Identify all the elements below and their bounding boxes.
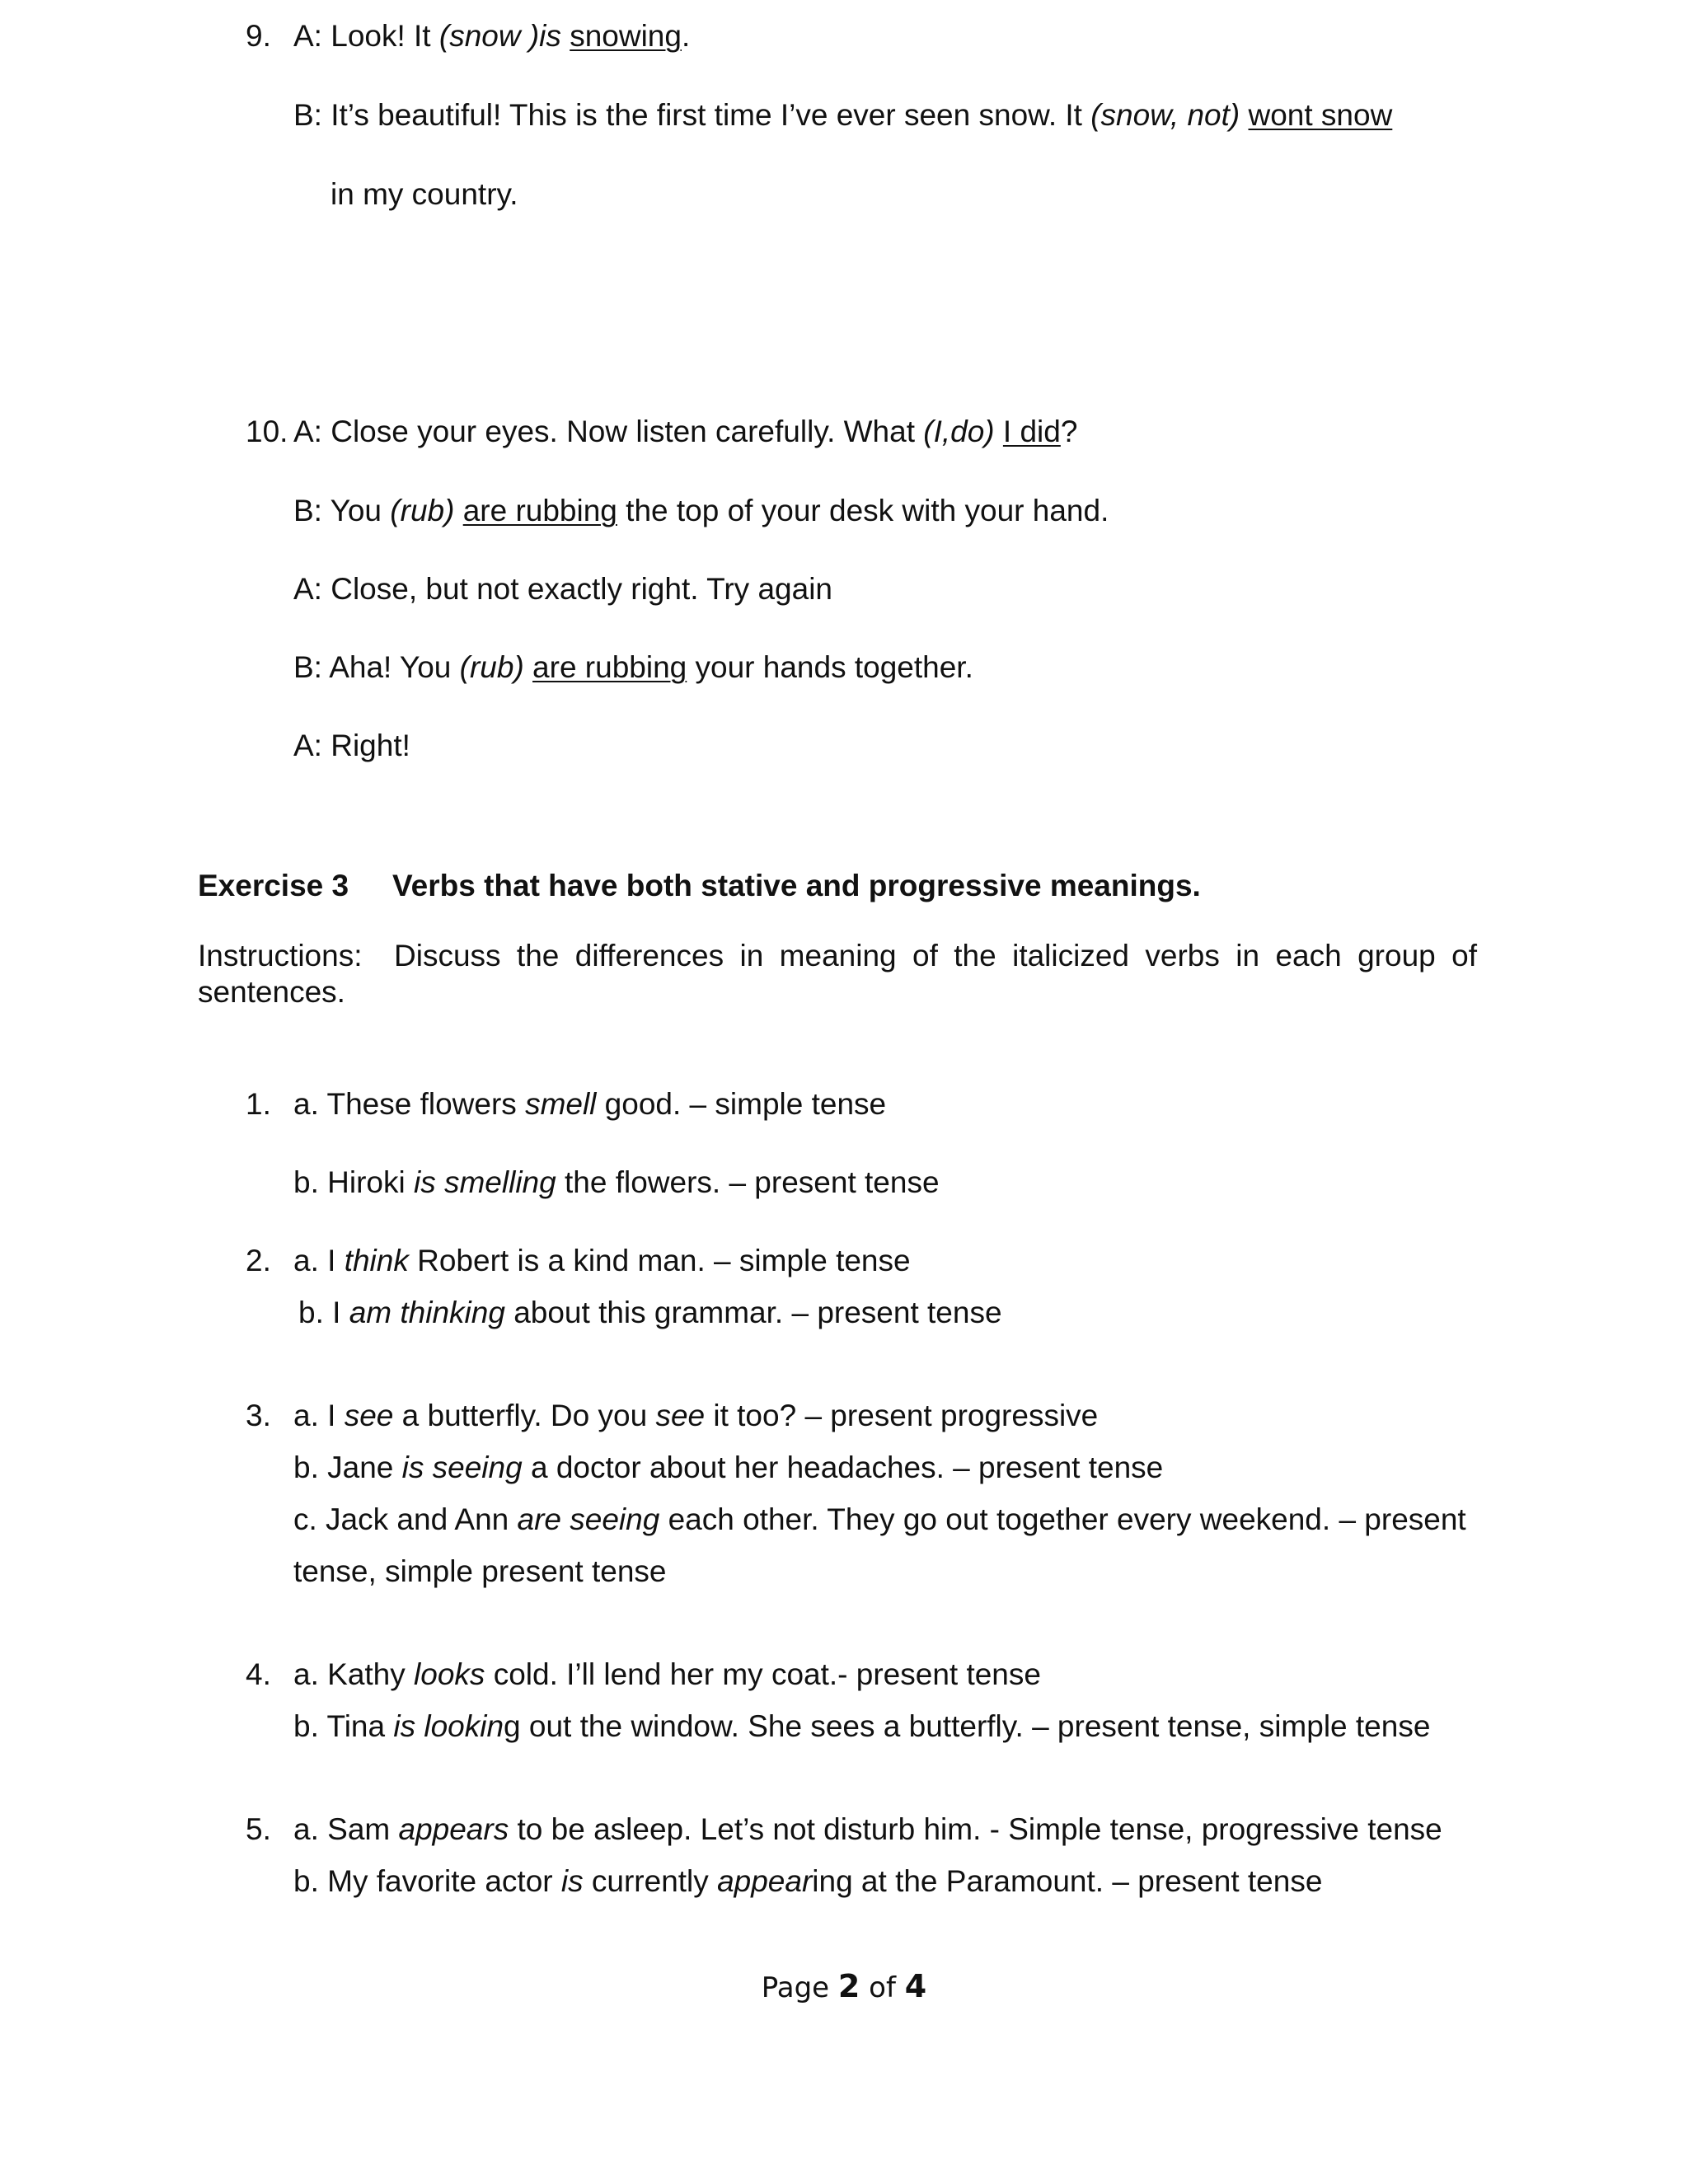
q10-line-1: A: Close your eyes. Now listen carefully. What (I,do) I did? bbox=[293, 415, 1078, 448]
item-3b: b. Jane is seeing a doctor about her headaches. – present tense bbox=[293, 1451, 1164, 1484]
q9-answer-b: wont snow bbox=[1248, 98, 1393, 132]
q9-line-a: A: Look! It (snow )is snowing. bbox=[293, 19, 691, 53]
q10-number: 10. bbox=[246, 415, 288, 448]
exercise-title: Verbs that have both stative and progressive meanings. bbox=[392, 869, 1201, 902]
page-footer: Page 2 of 4 bbox=[761, 1968, 927, 2004]
q9-line-b-continued: in my country. bbox=[331, 177, 518, 211]
q9-line-b: B: It’s beautiful! This is the first time I’ve ever seen snow. It (snow, not) wont snow bbox=[293, 98, 1393, 132]
q9-number: 9. bbox=[246, 19, 271, 53]
item-4a: a. Kathy looks cold. I’ll lend her my coat.- present tense bbox=[293, 1657, 1041, 1691]
exercise-label: Exercise 3 bbox=[198, 869, 349, 902]
item-3a: a. I see a butterfly. Do you see it too? – present progressive bbox=[293, 1399, 1099, 1432]
item-4b: b. Tina is looking out the window. She sees a butterfly. – present tense, simple tense bbox=[293, 1709, 1431, 1743]
q10-line-5: A: Right! bbox=[293, 729, 410, 762]
item-1b: b. Hiroki is smelling the flowers. – present tense bbox=[293, 1165, 940, 1199]
item-5-number: 5. bbox=[246, 1812, 271, 1846]
item-3-number: 3. bbox=[246, 1399, 271, 1432]
current-page-number: 2 bbox=[837, 1968, 860, 2004]
item-2a: a. I think Robert is a kind man. – simple tense bbox=[293, 1244, 911, 1277]
item-4-number: 4. bbox=[246, 1657, 271, 1691]
item-5a: a. Sam appears to be asleep. Let’s not disturb him. - Simple tense, progressive tense bbox=[293, 1812, 1442, 1846]
item-3c-continued: tense, simple present tense bbox=[293, 1554, 667, 1588]
total-pages: 4 bbox=[904, 1968, 927, 2004]
item-2-number: 2. bbox=[246, 1244, 271, 1277]
q10-line-2: B: You (rub) are rubbing the top of your desk with your hand. bbox=[293, 494, 1109, 527]
exercise-instructions: Instructions: Discuss the differences in meaning of the italicized verbs in each group of sentences. bbox=[198, 939, 1477, 1009]
item-5b: b. My favorite actor is currently appearing at the Paramount. – present tense bbox=[293, 1864, 1323, 1898]
item-3c: c. Jack and Ann are seeing each other. They go out together every weekend. – present bbox=[293, 1502, 1466, 1536]
q9-answer-a: snowing bbox=[570, 19, 682, 53]
q10-line-3: A: Close, but not exactly right. Try again bbox=[293, 572, 832, 606]
item-2b: b. I am thinking about this grammar. – present tense bbox=[298, 1296, 1002, 1329]
item-1a: a. These flowers smell good. – simple tense bbox=[293, 1087, 887, 1121]
item-1-number: 1. bbox=[246, 1087, 271, 1121]
q10-line-4: B: Aha! You (rub) are rubbing your hands together. bbox=[293, 650, 973, 684]
